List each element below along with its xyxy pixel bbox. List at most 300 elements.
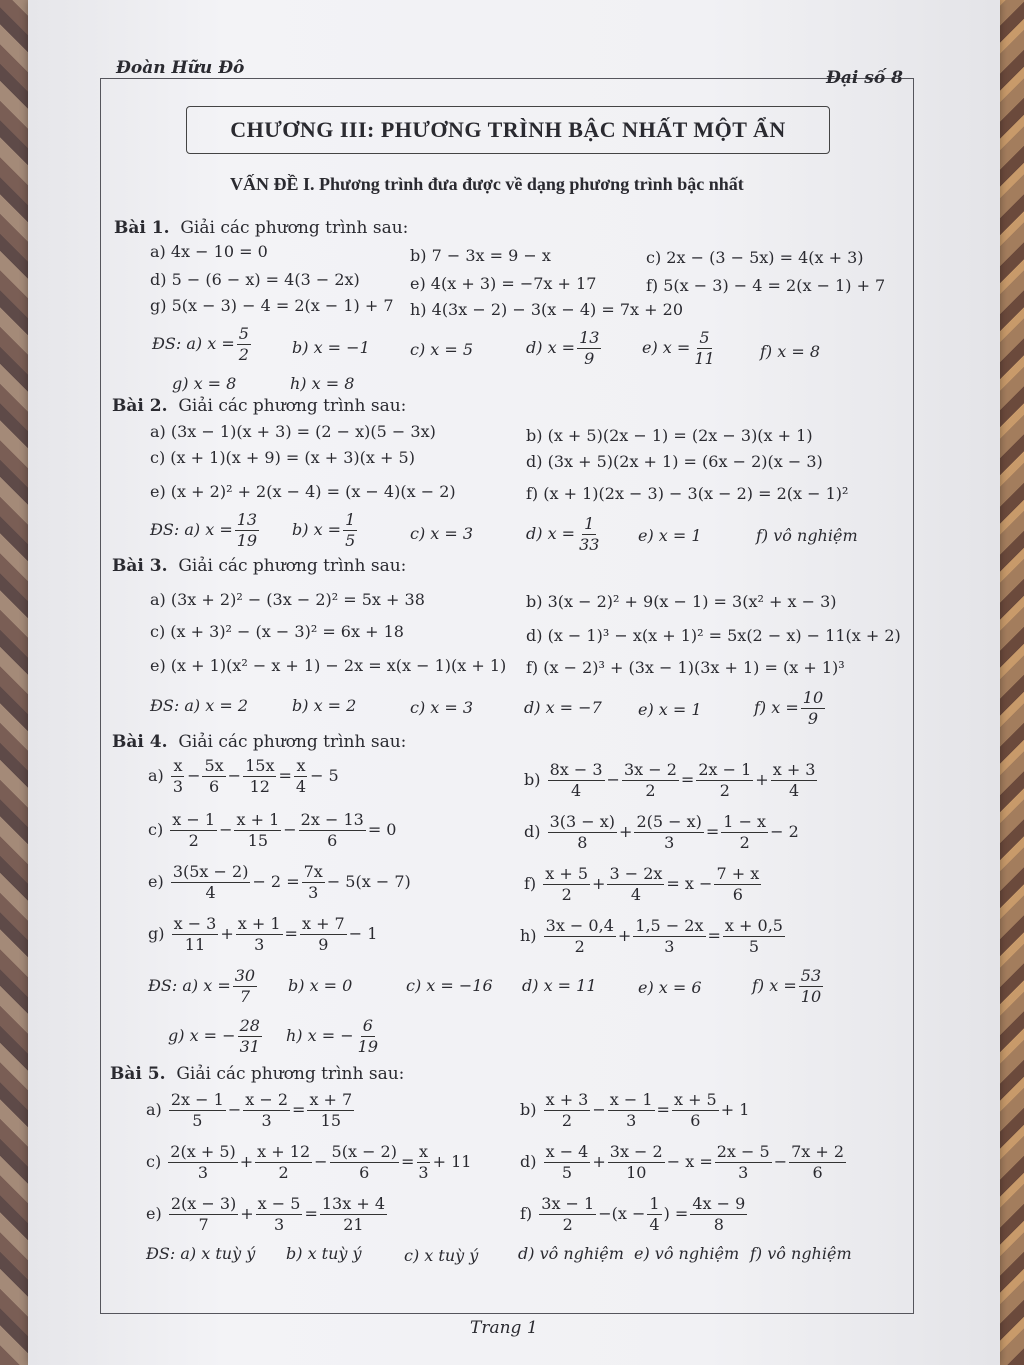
denominator: 15 (247, 831, 269, 850)
item-label: c) (146, 1152, 162, 1171)
b2-answer-a (150, 510, 261, 551)
fraction (416, 1142, 430, 1183)
denominator: 15 (320, 1111, 341, 1130)
b4-eq-b (524, 760, 819, 801)
b5-answer-e: e) vô nghiệm (634, 1244, 740, 1263)
b2-answer-f: f) vô nghiệm (756, 526, 858, 545)
denominator: 3 (664, 937, 675, 956)
numerator: 3x − 1 (541, 1194, 595, 1213)
numerator: x − 3 (173, 914, 217, 933)
b1-answer-c: c) x = 5 (410, 340, 474, 359)
numerator: x + 1 (237, 914, 281, 933)
numerator: 5 (238, 324, 249, 343)
answer-text: f) x = (754, 698, 799, 717)
denominator: 6 (732, 885, 743, 904)
fraction (307, 1090, 354, 1131)
operator: − x = (666, 1152, 713, 1171)
numerator: x + 3 (772, 760, 816, 779)
denominator: 3 (261, 1111, 272, 1130)
denominator: 33 (579, 535, 600, 554)
b2-answer-b (292, 510, 359, 551)
answer-text: ĐS: a) x = (148, 976, 231, 995)
operator: − (227, 766, 242, 785)
numerator: x + 3 (545, 1090, 589, 1109)
denominator: 6 (812, 1163, 823, 1182)
b4-answer-a (148, 966, 259, 1007)
numerator: x + 5 (673, 1090, 717, 1109)
item-label: f) (524, 874, 537, 893)
section-title: VẤN ĐỀ I. Phương trình đưa được về dạng phương trình bậc nhất (230, 174, 744, 194)
item-label: d) (524, 822, 541, 841)
numerator: 1 (345, 510, 356, 529)
operator: = (400, 1152, 415, 1171)
b1-eq-b: b) 7 − 3x = 9 − x (410, 246, 551, 265)
b4-eq-c (148, 810, 396, 851)
item-label: g) (148, 924, 165, 943)
b5-eq-c (146, 1142, 471, 1183)
operator: + (240, 1204, 254, 1223)
fraction (170, 810, 217, 851)
b1-eq-a: a) 4x − 10 = 0 (150, 242, 268, 261)
b2-eq-c: c) (x + 1)(x + 9) = (x + 3)(x + 5) (150, 448, 415, 467)
b2-answer-e: e) x = 1 (638, 526, 702, 545)
numerator: 2x − 13 (300, 810, 364, 829)
b5-eq-e (146, 1194, 389, 1235)
fraction (543, 864, 590, 905)
numerator: x (296, 756, 306, 775)
b2-answer-d (526, 514, 603, 555)
operator: + (755, 770, 769, 789)
operator: − (773, 1152, 788, 1171)
fraction (608, 1142, 665, 1183)
b1-answer-f: f) x = 8 (760, 342, 821, 361)
exercise-label: Bài 4. (112, 732, 168, 752)
denominator: 4 (649, 1215, 660, 1234)
b1-eq-e: e) 4(x + 3) = −7x + 17 (410, 274, 597, 293)
operator: = (284, 924, 298, 943)
operator: = x − (666, 874, 713, 893)
item-label: e) (146, 1204, 162, 1223)
denominator: 7 (239, 987, 250, 1006)
item-label: h) (520, 926, 537, 945)
answer-text: g) x = − (168, 1026, 236, 1045)
b1-answer-a (152, 324, 253, 365)
denominator: 2 (238, 345, 249, 364)
exercise-5-heading (110, 1064, 404, 1084)
fraction (320, 1194, 387, 1235)
b3-eq-d: d) (x − 1)³ − x(x + 1)² = 5x(2 − x) − 11(x + 2) (526, 626, 901, 645)
b1-eq-g: g) 5(x − 3) − 4 = 2(x − 1) + 7 (150, 296, 394, 315)
operator: − 2 (770, 822, 799, 841)
fraction (235, 510, 259, 551)
b3-answer-f (754, 688, 827, 729)
numerator: 2x − 5 (716, 1142, 770, 1161)
operator: − (283, 820, 297, 839)
b2-eq-a: a) (3x − 1)(x + 3) = (2 − x)(5 − 3x) (150, 422, 436, 441)
numerator: x + 7 (301, 914, 345, 933)
fraction (801, 688, 825, 729)
denominator: 4 (205, 883, 216, 902)
denominator: 2 (719, 781, 730, 800)
numerator: 30 (234, 966, 256, 985)
fraction (721, 812, 768, 853)
b3-answer-d: d) x = −7 (524, 698, 602, 717)
fraction (172, 914, 219, 955)
b1-eq-c: c) 2x − (3 − 5x) = 4(x + 3) (646, 248, 864, 267)
denominator: 2 (562, 1215, 573, 1234)
numerator: 5 (699, 328, 710, 347)
fraction (237, 324, 251, 365)
answer-text: ĐS: a) x = (150, 520, 233, 539)
operator: + (239, 1152, 254, 1171)
fraction (302, 862, 325, 903)
numerator: 4x − 9 (692, 1194, 746, 1213)
item-label: f) (520, 1204, 533, 1223)
chapter-title: CHƯƠNG III: PHƯƠNG TRÌNH BẬC NHẤT MỘT ẨN (186, 106, 830, 154)
answer-text: d) x = (526, 338, 576, 357)
fraction (171, 862, 251, 903)
numerator: x + 1 (236, 810, 280, 829)
fraction (715, 1142, 772, 1183)
b2-eq-f: f) (x + 1)(2x − 3) − 3(x − 2) = 2(x − 1)² (526, 484, 849, 503)
fraction (343, 510, 357, 551)
operator: + (619, 822, 633, 841)
fraction (330, 1142, 399, 1183)
item-label: c) (148, 820, 164, 839)
denominator: 4 (789, 781, 800, 800)
operator: − 1 (348, 924, 378, 943)
b3-answer-a: ĐS: a) x = 2 (150, 696, 248, 715)
b5-eq-b (520, 1090, 749, 1131)
answer-text: ĐS: a) x = (152, 334, 235, 353)
numerator: 10 (802, 688, 824, 707)
denominator: 10 (800, 987, 822, 1006)
operator: − (219, 820, 233, 839)
item-label: a) (146, 1100, 162, 1119)
denominator: 11 (694, 349, 715, 368)
item-label: b) (520, 1100, 537, 1119)
b3-eq-a: a) (3x + 2)² − (3x − 2)² = 5x + 38 (150, 590, 425, 609)
numerator: 8x − 3 (549, 760, 603, 779)
b4-eq-a (148, 756, 339, 797)
item-label: d) (520, 1152, 537, 1171)
denominator: 7 (198, 1215, 209, 1234)
numerator: 2(x + 5) (170, 1142, 236, 1161)
fraction (577, 328, 601, 369)
fraction (622, 760, 679, 801)
b2-eq-e: e) (x + 2)² + 2(x − 4) = (x − 4)(x − 2) (150, 482, 456, 501)
denominator: 3 (254, 935, 265, 954)
fraction (202, 756, 225, 797)
fraction (169, 1194, 238, 1235)
fraction (539, 1194, 596, 1235)
item-label: b) (524, 770, 541, 789)
numerator: 2(x − 3) (170, 1194, 237, 1213)
numerator: 28 (239, 1016, 260, 1035)
fraction (234, 810, 281, 851)
numerator: 1 (649, 1194, 660, 1213)
operator: + 1 (720, 1100, 750, 1119)
denominator: 31 (239, 1037, 260, 1056)
author-name: Đoàn Hữu Đô (116, 58, 245, 78)
numerator: x − 1 (172, 810, 216, 829)
numerator: 3 − 2x (609, 864, 663, 883)
denominator: 5 (561, 1163, 573, 1182)
denominator: 2 (739, 833, 750, 852)
denominator: 6 (327, 831, 338, 850)
fraction (243, 756, 276, 797)
denominator: 21 (343, 1215, 364, 1234)
numerator: 3x − 0,4 (545, 916, 614, 935)
operator: ) = (663, 1204, 689, 1223)
b4-eq-f (524, 864, 763, 905)
b5-answer-d: d) vô nghiệm (518, 1244, 624, 1263)
denominator: 4 (295, 777, 307, 796)
b2-eq-b: b) (x + 5)(2x − 1) = (2x − 3)(x + 1) (526, 426, 813, 445)
numerator: x − 1 (609, 1090, 653, 1109)
numerator: 15x (245, 756, 275, 775)
b4-eq-e (148, 862, 411, 903)
page-number: Trang 1 (470, 1318, 538, 1338)
fraction (647, 1194, 661, 1235)
fraction (169, 1090, 226, 1131)
fraction (608, 1090, 655, 1131)
exercise-3-heading (112, 556, 406, 576)
b5-eq-a (146, 1090, 356, 1131)
exercise-instruction: Giải các phương trình sau: (176, 1064, 405, 1084)
fraction (256, 1194, 303, 1235)
operator: = (292, 1100, 306, 1119)
numerator: 2(5 − x) (636, 812, 702, 831)
fraction (299, 810, 366, 851)
fraction (236, 914, 283, 955)
denominator: 2 (188, 831, 199, 850)
numerator: x + 5 (545, 864, 589, 883)
b3-answer-c: c) x = 3 (410, 698, 474, 717)
operator: − 2 = (252, 872, 300, 891)
numerator: 6 (362, 1016, 373, 1035)
b1-answer-b: b) x = −1 (292, 338, 370, 357)
b1-answer-g: g) x = 8 (172, 374, 237, 393)
operator: − (598, 1204, 612, 1223)
denominator: 3 (418, 1163, 429, 1182)
denominator: 9 (807, 709, 819, 728)
numerator: 7x + 2 (791, 1142, 845, 1161)
denominator: 6 (208, 777, 220, 796)
denominator: 5 (192, 1111, 203, 1130)
operator: − (592, 1100, 606, 1119)
numerator: x + 0,5 (724, 916, 783, 935)
numerator: x − 2 (245, 1090, 289, 1109)
b2-answer-c: c) x = 3 (410, 524, 474, 543)
numerator: 5x (204, 756, 224, 775)
b1-eq-d: d) 5 − (6 − x) = 4(3 − 2x) (150, 270, 360, 289)
operator: (x − (611, 1204, 646, 1223)
denominator: 5 (345, 531, 356, 550)
fraction (789, 1142, 846, 1183)
exercise-instruction: Giải các phương trình sau: (180, 218, 409, 238)
fraction (294, 756, 308, 797)
b1-eq-f: f) 5(x − 3) − 4 = 2(x − 1) + 7 (646, 276, 886, 295)
b4-answer-b: b) x = 0 (288, 976, 353, 995)
denominator: 3 (273, 1215, 285, 1234)
denominator: 5 (748, 937, 760, 956)
numerator: 3x − 2 (609, 1142, 663, 1161)
fraction (607, 864, 664, 905)
denominator: 11 (184, 935, 206, 954)
numerator: x (173, 756, 183, 775)
fraction (544, 1090, 591, 1131)
numerator: 7 + x (716, 864, 760, 883)
fraction (714, 864, 761, 905)
fraction (672, 1090, 719, 1131)
denominator: 3 (172, 777, 184, 796)
numerator: 13 (579, 328, 600, 347)
b4-answer-h (286, 1016, 382, 1057)
b3-answer-e: e) x = 1 (638, 700, 702, 719)
fraction (300, 914, 347, 955)
numerator: 5(x − 2) (331, 1142, 397, 1161)
denominator: 4 (570, 781, 582, 800)
exercise-2-heading (112, 396, 406, 416)
fraction (548, 760, 605, 801)
b4-answer-d: d) x = 11 (522, 976, 597, 995)
fraction (238, 1016, 262, 1057)
fraction (171, 756, 185, 797)
operator: = (705, 822, 720, 841)
answer-text: e) x = (642, 338, 691, 357)
answer-text: b) x = (292, 520, 342, 539)
numerator: 1 − x (723, 812, 767, 831)
numerator: 3x − 2 (623, 760, 677, 779)
fraction (690, 1194, 747, 1235)
b4-answer-e: e) x = 6 (638, 978, 702, 997)
b1-answer-d (526, 328, 603, 369)
denominator: 2 (574, 937, 585, 956)
fraction (771, 760, 818, 801)
fraction (696, 760, 753, 801)
fraction (255, 1142, 312, 1183)
item-label: e) (148, 872, 164, 891)
operator: − (606, 770, 620, 789)
answer-text: h) x = − (286, 1026, 354, 1045)
denominator: 3 (626, 1111, 637, 1130)
b3-eq-c: c) (x + 3)² − (x − 3)² = 6x + 18 (150, 622, 404, 641)
denominator: 2 (645, 781, 656, 800)
fraction (692, 328, 716, 369)
b5-answer-c: c) x tuỳ ý (404, 1246, 479, 1265)
fraction (168, 1142, 237, 1183)
exercise-label: Bài 3. (112, 556, 168, 576)
numerator: x − 4 (545, 1142, 589, 1161)
fraction (544, 916, 616, 957)
operator: − (227, 1100, 242, 1119)
fraction (799, 966, 823, 1007)
b4-answer-c: c) x = −16 (406, 976, 493, 995)
b2-eq-d: d) (3x + 5)(2x + 1) = (6x − 2)(x − 3) (526, 452, 823, 471)
b4-eq-g (148, 914, 377, 955)
denominator: 10 (626, 1163, 647, 1182)
b3-eq-b: b) 3(x − 2)² + 9(x − 1) = 3(x² + x − 3) (526, 592, 837, 611)
exercise-instruction: Giải các phương trình sau: (178, 556, 407, 576)
fraction (548, 812, 617, 853)
denominator: 2 (278, 1163, 289, 1182)
numerator: 2x − 1 (170, 1090, 224, 1109)
numerator: 1 (584, 514, 595, 533)
denominator: 3 (738, 1163, 749, 1182)
denominator: 6 (690, 1111, 701, 1130)
fraction (233, 966, 257, 1007)
operator: = (656, 1100, 670, 1119)
numerator: 3(5x − 2) (172, 862, 249, 881)
denominator: 19 (236, 531, 258, 550)
fraction (633, 916, 705, 957)
numerator: 13x + 4 (321, 1194, 385, 1213)
denominator: 8 (713, 1215, 724, 1234)
fraction (243, 1090, 290, 1131)
fraction (577, 514, 601, 555)
b1-eq-h: h) 4(3x − 2) − 3(x − 4) = 7x + 20 (410, 300, 683, 319)
operator: = (278, 766, 292, 785)
numerator: 2x − 1 (698, 760, 752, 779)
b4-eq-h (520, 916, 787, 957)
operator: − (187, 766, 201, 785)
operator: + (617, 926, 632, 945)
answer-text: f) x = (752, 976, 797, 995)
b4-answer-f (752, 966, 825, 1007)
answer-text: d) x = (526, 524, 576, 543)
exercise-instruction: Giải các phương trình sau: (178, 396, 407, 416)
denominator: 3 (664, 833, 675, 852)
denominator: 8 (577, 833, 588, 852)
b4-eq-d (524, 812, 799, 853)
numerator: 13 (236, 510, 258, 529)
operator: − 5 (310, 766, 339, 785)
b5-eq-f (520, 1194, 749, 1235)
exercise-label: Bài 2. (112, 396, 168, 416)
b4-answer-g (168, 1016, 264, 1057)
b5-answer-f: f) vô nghiệm (750, 1244, 852, 1263)
denominator: 6 (359, 1163, 370, 1182)
operator: + 11 (432, 1152, 472, 1171)
operator: + (220, 924, 234, 943)
denominator: 12 (249, 777, 270, 796)
operator: + (592, 1152, 606, 1171)
numerator: x + 12 (257, 1142, 311, 1161)
b3-eq-f: f) (x − 2)³ + (3x − 1)(3x + 1) = (x + 1)³ (526, 658, 845, 677)
fraction (634, 812, 703, 853)
numerator: 7x (303, 862, 323, 881)
numerator: x − 5 (257, 1194, 301, 1213)
operator: = (707, 926, 721, 945)
denominator: 3 (197, 1163, 209, 1182)
b5-answer-b: b) x tuỳ ý (286, 1244, 362, 1263)
b1-answer-h: h) x = 8 (290, 374, 355, 393)
operator: + (592, 874, 606, 893)
fraction (723, 916, 785, 957)
b1-answer-e (642, 328, 719, 369)
exercise-label: Bài 1. (114, 218, 170, 238)
operator: − (314, 1152, 328, 1171)
exercise-label: Bài 5. (110, 1064, 166, 1084)
numerator: 1,5 − 2x (635, 916, 704, 935)
denominator: 9 (318, 935, 329, 954)
numerator: 3(3 − x) (549, 812, 616, 831)
numerator: x (418, 1142, 428, 1161)
denominator: 19 (357, 1037, 378, 1056)
b5-answer-a: ĐS: a) x tuỳ ý (146, 1244, 256, 1263)
denominator: 2 (561, 1111, 573, 1130)
